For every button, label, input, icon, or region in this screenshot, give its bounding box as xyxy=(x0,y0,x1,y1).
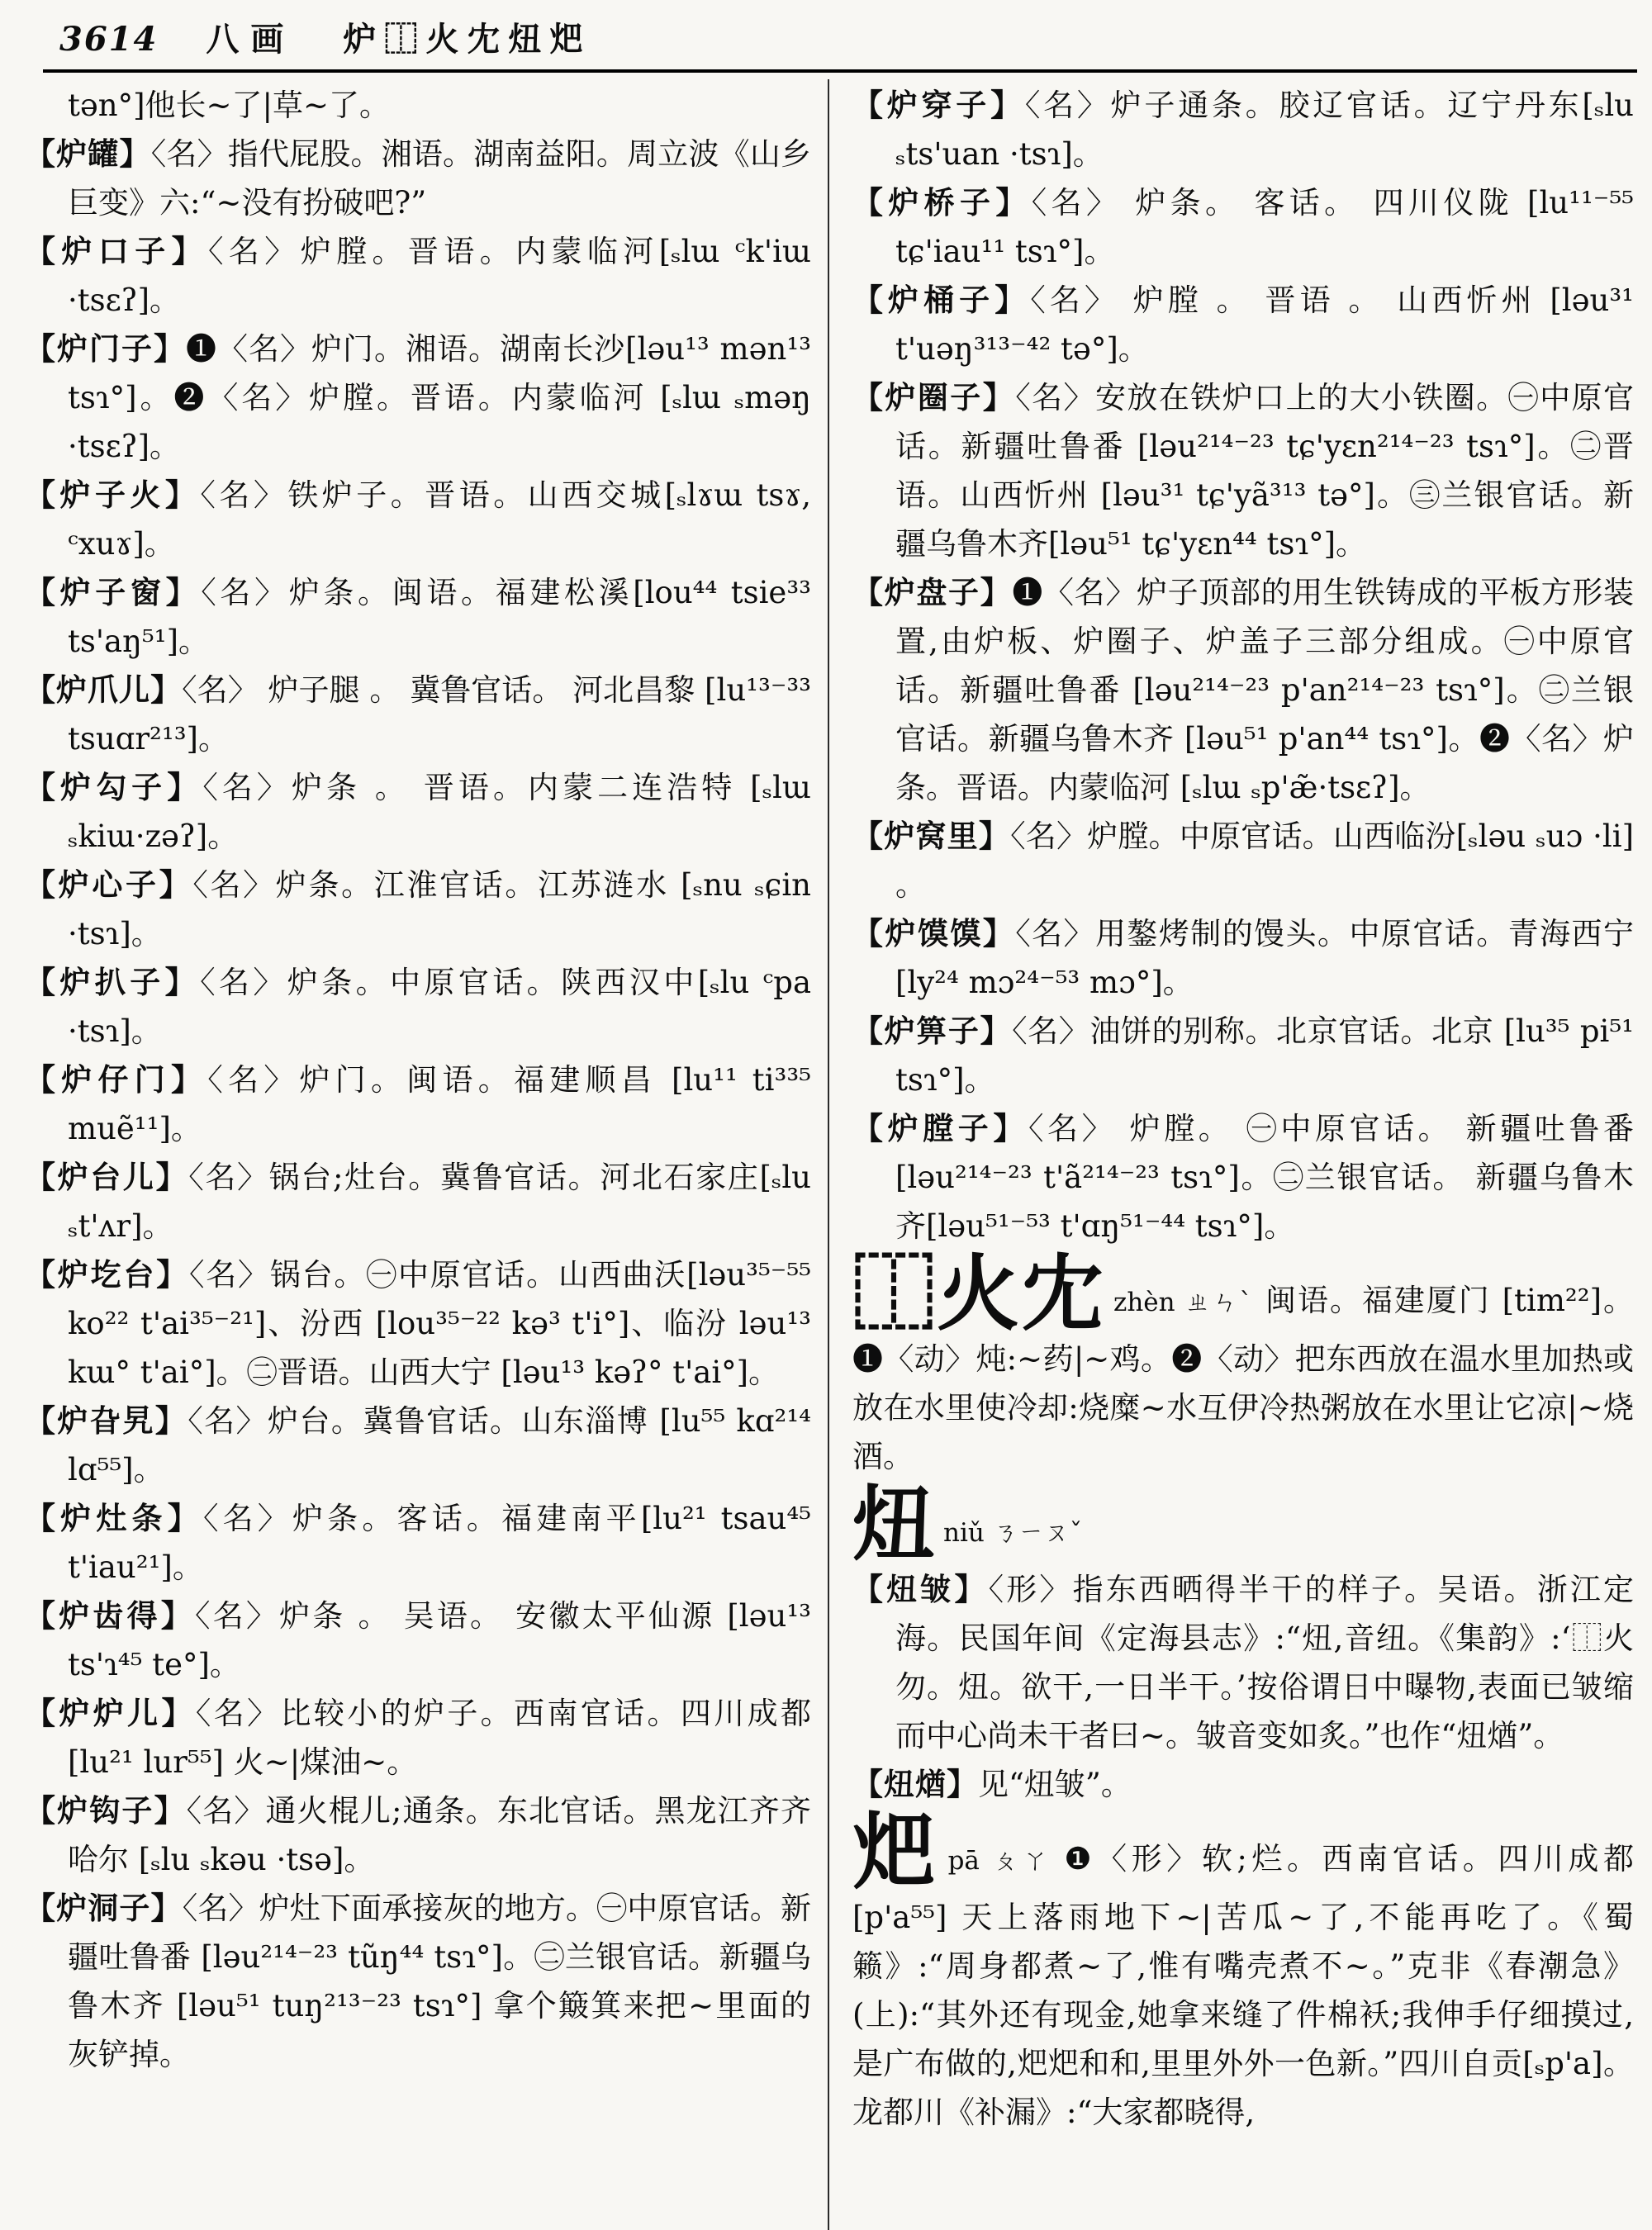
character-reading: pā ㄆㄚ xyxy=(947,1846,1053,1876)
dictionary-entry: 【炄皱】〈形〉指东西晒得半干的样子。吴语。浙江定海。民国年间《定海县志》:“炄,音纽。《集韵》:‘⿰火勿。炄。欲干,一日半干。’按俗谓日中曝物,表面已皱缩而中心尚未干者曰~。皱音变如炙。”也作“炄煪”。 xyxy=(852,1571,1634,1753)
entry-headword: 【炉台儿】 xyxy=(25,1159,189,1195)
entry-headword: 【炄皱】 xyxy=(852,1571,989,1607)
dictionary-entry: 【炉钩子】〈名〉通火棍儿;通条。东北官话。黑龙江齐齐哈尔 [ₛlu ₛkəu ·tsə]。 xyxy=(25,1792,811,1877)
dictionary-entry: 【炉子窗】〈名〉炉条。闽语。福建松溪[lou⁴⁴ tsie³³ ts'aŋ⁵¹]。 xyxy=(25,574,811,659)
entry-headword: 【炉子窗】 xyxy=(25,574,202,610)
dictionary-entry: 【炉口子】〈名〉炉膛。晋语。内蒙临河[ₛlɯ ᶜk'iɯ ·tsɛʔ]。 xyxy=(25,233,811,318)
dictionary-entry: 【炉仔门】〈名〉炉门。闽语。福建顺昌 [lu¹¹ ti³³⁵ muẽ¹¹]。 xyxy=(25,1061,811,1146)
head-character: 炄 xyxy=(852,1475,935,1573)
entry-headword: 【炉仔门】 xyxy=(25,1061,208,1098)
entry-headword: 【炉心子】 xyxy=(25,866,193,903)
entry-headword: 【炉爪儿】 xyxy=(25,671,183,708)
stroke-count-label: 八画 xyxy=(206,20,296,59)
entry-headword: 【炉圪台】 xyxy=(25,1256,189,1293)
dictionary-entry: 【炉罐】〈名〉指代屁股。湘语。湖南益阳。周立波《山乡巨变》六:“~没有扮破吧?” xyxy=(25,135,812,221)
dictionary-entry: 【炉旮旯】〈名〉炉台。冀鲁官话。山东淄博 [lu⁵⁵ kɑ²¹⁴ lɑ⁵⁵]。 xyxy=(25,1402,812,1487)
dictionary-entry: 【炉穿子】〈名〉炉子通条。胶辽官话。辽宁丹东[ₛlu ₛts'uan ·tsɿ]。 xyxy=(852,87,1634,172)
dictionary-entry: 【炉门子】❶〈名〉炉门。湘语。湖南长沙[ləu¹³ mən¹³ tsɿ°]。❷〈名〉炉膛。晋语。内蒙临河 [ₛlɯ ₛməŋ ·tsɛʔ]。 xyxy=(25,330,811,464)
dictionary-entry: 【炉炉儿】〈名〉比较小的炉子。西南官话。四川成都 [lu²¹ lur⁵⁵] 火~|煤油~。 xyxy=(25,1695,812,1780)
dictionary-entry: 【炉圈子】〈名〉安放在铁炉口上的大小铁圈。㊀中原官话。新疆吐鲁番 [ləu²¹⁴⁻²³ tɕ'yɛn²¹⁴⁻²³ tsɿ°]。㊁晋语。山西忻州 [ləu³¹ tɕ'yã³¹³ tə°]。㊂兰银官话。新疆乌鲁木齐[ləu⁵¹ tɕ'yɛn⁴⁴ tsɿ°]。 xyxy=(852,379,1634,562)
character-section: 𤆵pā ㄆㄚ ❶〈形〉软;烂。西南官话。四川成都[p'a⁵⁵] 天上落雨地下~|苦瓜~了,不能再吃了。《蜀籁》:“周身都煮~了,惟有嘴壳煮不~。”克非《春潮急》(上):“其外还有现金,她拿来缝了件棉袄;我伸手仔细摸过,是广布做的,𤆵𤆵和和,里里外外一色新。”四川自贡[ₛp'a]。龙都川《补漏》:“大家都晓得, xyxy=(852,1803,1634,2130)
dictionary-entry: 【炉齿得】〈名〉炉条 。 吴语。 安徽太平仙源 [ləu¹³ ts'ɿ⁴⁵ te°]。 xyxy=(25,1597,811,1682)
dictionary-entry: 【炉勾子】〈名〉炉条 。 晋语。内蒙二连浩特 [ₛlɯ ₛkiɯ·zəʔ]。 xyxy=(25,769,812,854)
entry-headword: 【炉窝里】 xyxy=(852,818,1011,854)
right-column xyxy=(852,81,1634,2137)
head-character: ⿰火冘 xyxy=(852,1245,1105,1342)
page-header xyxy=(59,13,591,63)
column-divider xyxy=(828,79,829,2230)
entry-headword: 【炉灶条】 xyxy=(25,1500,203,1536)
dictionary-entry: 【炉子火】〈名〉铁炉子。晋语。山西交城[ₛlɤɯ tsɤ, ᶜxuɤ]。 xyxy=(25,477,811,562)
character-reading: niǔ ㄋㄧㄡˇ xyxy=(943,1518,1083,1548)
entry-headword: 【炉箅子】 xyxy=(852,1013,1013,1049)
dictionary-entry: 【炉圪台】〈名〉锅台。㊀中原官话。山西曲沃[ləu³⁵⁻⁵⁵ ko²² t'ai³⁵⁻²¹]、汾西 [lou³⁵⁻²² kə³ t'i°]、临汾 ləu¹³ kɯ° t'ai°]。㊁晋语。山西大宁 [ləu¹³ kəʔ° t'ai°]。 xyxy=(25,1256,812,1390)
dictionary-entry: 【炉灶条】〈名〉炉条。客话。福建南平[lu²¹ tsau⁴⁵ t'iau²¹]。 xyxy=(25,1500,811,1585)
entry-headword: 【炉洞子】 xyxy=(25,1890,183,1926)
head-character: 𤆵 xyxy=(852,1803,940,1900)
dictionary-entry: 【炉桶子】〈名〉 炉膛 。 晋语 。 山西忻州 [ləu³¹ t'uəŋ³¹³⁻⁴² tə°]。 xyxy=(852,282,1634,367)
dictionary-entry: 【炉盘子】❶〈名〉炉子顶部的用生铁铸成的平板方形装置,由炉板、炉圈子、炉盖子三部分组成。㊀中原官话。新疆吐鲁番 [ləu²¹⁴⁻²³ p'an²¹⁴⁻²³ tsɿ°]。㊁兰银官话。新疆乌鲁木齐 [ləu⁵¹ p'an⁴⁴ tsɿ°]。❷〈名〉炉条。晋语。内蒙临河 [ₛlɯ ₛp'æ̃·tsɛʔ]。 xyxy=(852,574,1635,805)
entry-headword: 【炉馍馍】 xyxy=(852,915,1016,951)
character-section: ⿰火冘 zhèn ㄓㄣˋ 闽语。福建厦门 [tim²²]。❶〈动〉炖:~药|~鸡。❷〈动〉把东西放在温水里加热或放在水里使冷却:烧糜~水互伊冷热粥放在水里让它凉|~烧酒。 xyxy=(852,1245,1635,1474)
entry-headword: 【炉扒子】 xyxy=(25,964,201,1000)
entry-headword: 【炉子火】 xyxy=(25,477,201,513)
left-column xyxy=(25,81,811,2079)
dictionary-entry: 【炉爪儿】〈名〉 炉子腿 。 冀鲁官话。 河北昌黎 [lu¹³⁻³³ tsuɑr²¹³]。 xyxy=(25,671,812,757)
entry-headword: 【炉旮旯】 xyxy=(25,1402,188,1439)
entry-headword: 【炉桶子】 xyxy=(852,282,1031,318)
dictionary-entry: 【炉窝里】〈名〉炉膛。中原官话。山西临汾[ₛləu ₛuɔ ·li] 。 xyxy=(852,818,1634,903)
entry-headword: 【炉勾子】 xyxy=(25,769,203,805)
dictionary-entry: 【炉膛子】〈名〉 炉膛。 ㊀中原官话。 新疆吐鲁番 [ləu²¹⁴⁻²³ t'ã²¹⁴⁻²³ tsɿ°]。㊁兰银官话。 新疆乌鲁木齐[ləu⁵¹⁻⁵³ t'ɑŋ⁵¹⁻⁴⁴ tsɿ°]。 xyxy=(852,1110,1634,1244)
entry-headword: 【炉钩子】 xyxy=(25,1792,187,1829)
entry-headword: 【炉盘子】 xyxy=(852,574,1013,610)
dictionary-entry: 【炉洞子】〈名〉炉灶下面承接灰的地方。㊀中原官话。新疆吐鲁番 [ləu²¹⁴⁻²³ tũŋ⁴⁴ tsɿ°]。㊁兰银官话。新疆乌鲁木齐 [ləu⁵¹ tuŋ²¹³⁻²³ tsɿ°] 拿个簸箕来把~里面的灰铲掉。 xyxy=(25,1890,812,2072)
dictionary-entry: 【炉桥子】〈名〉 炉条。 客话。 四川仪陇 [lu¹¹⁻⁵⁵ tɕ'iau¹¹ tsɿ°]。 xyxy=(852,184,1634,269)
dictionary-entry: 【炄煪】见“炄皱”。 xyxy=(852,1766,1132,1802)
dictionary-entry: 【炉箅子】〈名〉油饼的别称。北京官话。北京 [lu³⁵ pi⁵¹ tsɿ°]。 xyxy=(852,1013,1635,1098)
dictionary-entry: 【炉台儿】〈名〉锅台;灶台。冀鲁官话。河北石家庄[ₛlu ₛt'ʌr]。 xyxy=(25,1159,812,1244)
character-section xyxy=(852,1475,1634,1573)
entry-headword: 【炉穿子】 xyxy=(852,87,1025,123)
entry-headword: 【炉炉儿】 xyxy=(25,1695,196,1731)
character-reading: zhèn ㄓㄣˋ xyxy=(1113,1288,1254,1317)
dictionary-entry: 【炉扒子】〈名〉炉条。中原官话。陕西汉中[ₛlu ᶜpa ·tsɿ]。 xyxy=(25,964,811,1049)
entry-headword: 【炉口子】 xyxy=(25,233,208,269)
entry-headword: 【炉齿得】 xyxy=(25,1597,195,1634)
page-number: 3614 xyxy=(59,20,159,59)
entry-headword: 【炉膛子】 xyxy=(852,1110,1028,1146)
section-head-characters: 炉⿰火冘炄𤆵 xyxy=(343,20,591,59)
entry-headword: 【炄煪】 xyxy=(852,1766,978,1802)
entry-headword: 【炉门子】 xyxy=(25,330,187,367)
dictionary-entry: 【炉心子】〈名〉炉条。江淮官话。江苏涟水 [ₛnu ₛɕin ·tsɿ]。 xyxy=(25,866,811,951)
entry-headword: 【炉桥子】 xyxy=(852,184,1032,221)
entry-headword: 【炉罐】 xyxy=(25,135,151,172)
entry-continuation: tən°]他长~了|草~了。 xyxy=(68,88,390,123)
header-rule xyxy=(43,69,1637,73)
entry-headword: 【炉圈子】 xyxy=(852,379,1016,415)
dictionary-entry: 【炉馍馍】〈名〉用鏊烤制的馒头。中原官话。青海西宁[ly²⁴ mɔ²⁴⁻⁵³ mɔ°]。 xyxy=(852,915,1634,1000)
